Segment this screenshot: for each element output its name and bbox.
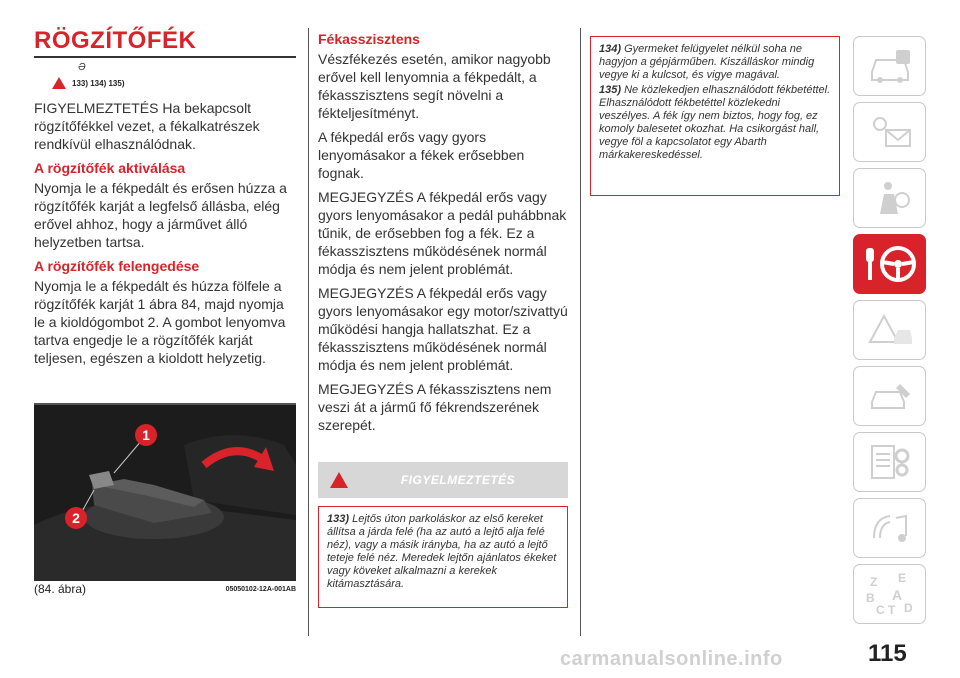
warning-text: Ne közlekedjen elhasználódott fékbetéttel. Elhasználódott fékbetéttel közlekedni veszélyes. A fék így nem biztos, hogy fog, ez komoly balesetet okozhat. Ha csikorgást hall, vegye föl a kapcsolatot egy Abarth márkakereskedéssel. bbox=[599, 84, 831, 161]
warning-number: 133) bbox=[327, 513, 350, 525]
handbrake-illustration bbox=[34, 405, 296, 581]
car-info-icon bbox=[866, 46, 914, 86]
brake-assist-p5: MEGJEGYZÉS A fékasszisztens nem veszi át a jármű fő fékrendszerének szerepét. bbox=[318, 381, 552, 433]
column-divider bbox=[580, 28, 581, 636]
tab-starting-driving[interactable] bbox=[853, 234, 926, 294]
callout-1-label: 1 bbox=[142, 427, 150, 443]
tab-warning-lights[interactable] bbox=[853, 102, 926, 162]
handbrake-figure bbox=[34, 403, 296, 581]
column-divider bbox=[308, 28, 309, 636]
vehicle-mark-icon: Ə bbox=[78, 62, 86, 73]
activate-paragraph: Nyomja le a fékpedált és erősen húzza a rögzítőfék karját a legfelső állásba, elég erővel ahhoz, hogy a járművet álló helyzetben tartsa. bbox=[34, 180, 287, 250]
watermark: carmanualsonline.info bbox=[560, 648, 783, 670]
release-heading: A rögzítőfék felengedése bbox=[34, 258, 200, 274]
release-paragraph: Nyomja le a fékpedált és húzza fölfele a rögzítőfék karját 1 ábra 84, majd nyomja le a kioldógombot 2. A gombot lenyomva tartva engedje le a rögzítőfék karját teljesen, egészen a kioldott helyzetig. bbox=[34, 278, 286, 366]
figure-number: (84. ábra) bbox=[34, 582, 87, 596]
callout-2-label: 2 bbox=[72, 510, 80, 526]
index-letter: B bbox=[865, 591, 875, 605]
warning-reference-row bbox=[52, 77, 296, 89]
warning-refs: 133) 134) 135) bbox=[72, 78, 125, 88]
brake-assist-p2: A fékpedál erős vagy gyors lenyomásakor a fékek erősebben fognak. bbox=[318, 129, 525, 181]
airbag-seat-icon bbox=[866, 178, 914, 218]
warning-triangle-car-icon bbox=[866, 310, 914, 350]
warning-banner bbox=[318, 462, 568, 498]
index-letter: Z bbox=[869, 575, 877, 589]
middle-column bbox=[318, 28, 570, 440]
car-wrench-icon bbox=[866, 376, 914, 416]
left-column bbox=[34, 28, 296, 373]
section-title: RÖGZÍTŐFÉK bbox=[34, 27, 197, 54]
warning-banner-label: FIGYELMEZTETÉS bbox=[400, 473, 516, 487]
media-music-icon bbox=[866, 508, 914, 548]
warning-number: 135) bbox=[599, 84, 622, 96]
intro-paragraph: FIGYELMEZTETÉS Ha bekapcsolt rögzítőfékkel vezet, a fékalkatrészek rendkívül elhasználódnak. bbox=[34, 100, 260, 152]
warning-number: 134) bbox=[599, 43, 622, 55]
figure-caption bbox=[34, 582, 296, 596]
brake-assist-p1: Vészfékezés esetén, amikor nagyobb erővel kell lenyomnia a fékpedált, a fékasszisztens segít növelni a fékteljesítményt. bbox=[318, 51, 551, 121]
index-letter: T bbox=[887, 603, 895, 617]
key-steering-wheel-icon bbox=[862, 242, 918, 286]
brake-assist-p4: MEGJEGYZÉS A fékpedál erős vagy gyors lenyomásakor egy motor/szivattyú működési hangja hallatszhat. Ez a fékasszisztens működésének normál módja és nem jelent problémát. bbox=[318, 285, 568, 373]
warning-text: Gyermeket felügyelet nélkül soha ne hagyjon a gépjárműben. Kiszálláskor mindig vegye ki a kulcsot, és vigye magával. bbox=[599, 43, 815, 81]
specs-gears-icon bbox=[866, 442, 914, 482]
index-letter: C bbox=[875, 603, 885, 617]
brake-assist-p3: MEGJEGYZÉS A fékpedál erős vagy gyors lenyomásakor a pedál puhábbnak tűnik, de erősebben fog a fék. Ez a fékasszisztens működésének normál módja és nem jelent problémát. bbox=[318, 189, 567, 277]
warning-triangle-icon bbox=[330, 472, 348, 488]
tab-multimedia[interactable] bbox=[853, 498, 926, 558]
warning-box-133 bbox=[318, 506, 568, 608]
tab-index[interactable] bbox=[853, 564, 926, 624]
tab-technical-data[interactable] bbox=[853, 432, 926, 492]
title-rule bbox=[34, 56, 296, 58]
figure-code: 05050102-12A-001AB bbox=[225, 585, 296, 593]
chapter-sidebar bbox=[853, 36, 926, 630]
warning-light-envelope-icon bbox=[866, 112, 914, 152]
tab-car-info[interactable] bbox=[853, 36, 926, 96]
index-letter: E bbox=[897, 571, 906, 585]
index-letter: D bbox=[903, 601, 913, 615]
brake-assist-heading: Fékasszisztens bbox=[318, 31, 420, 47]
tab-emergency[interactable] bbox=[853, 300, 926, 360]
index-letter: A bbox=[891, 587, 902, 603]
activate-heading: A rögzítőfék aktiválása bbox=[34, 160, 186, 176]
warning-item-134 bbox=[599, 43, 831, 82]
warning-item-133 bbox=[327, 513, 559, 591]
tab-maintenance[interactable] bbox=[853, 366, 926, 426]
tab-safety[interactable] bbox=[853, 168, 926, 228]
page-number: 115 bbox=[868, 640, 907, 667]
alphabet-index-icon bbox=[862, 570, 918, 618]
warning-triangle-icon bbox=[52, 77, 66, 89]
warning-box-134-135 bbox=[590, 36, 840, 196]
warning-text: Lejtős úton parkoláskor az első kereket állítsa a járda felé (ha az autó a lejtő alja felé néz), vagy a másik irányba, ha az autó a lejtő teteje felé néz. Meredek lejtőn ajánlatos ékeket vagy köveket alkalmazni a kerekek kitámasztására. bbox=[327, 513, 557, 590]
warning-item-135 bbox=[599, 84, 831, 162]
